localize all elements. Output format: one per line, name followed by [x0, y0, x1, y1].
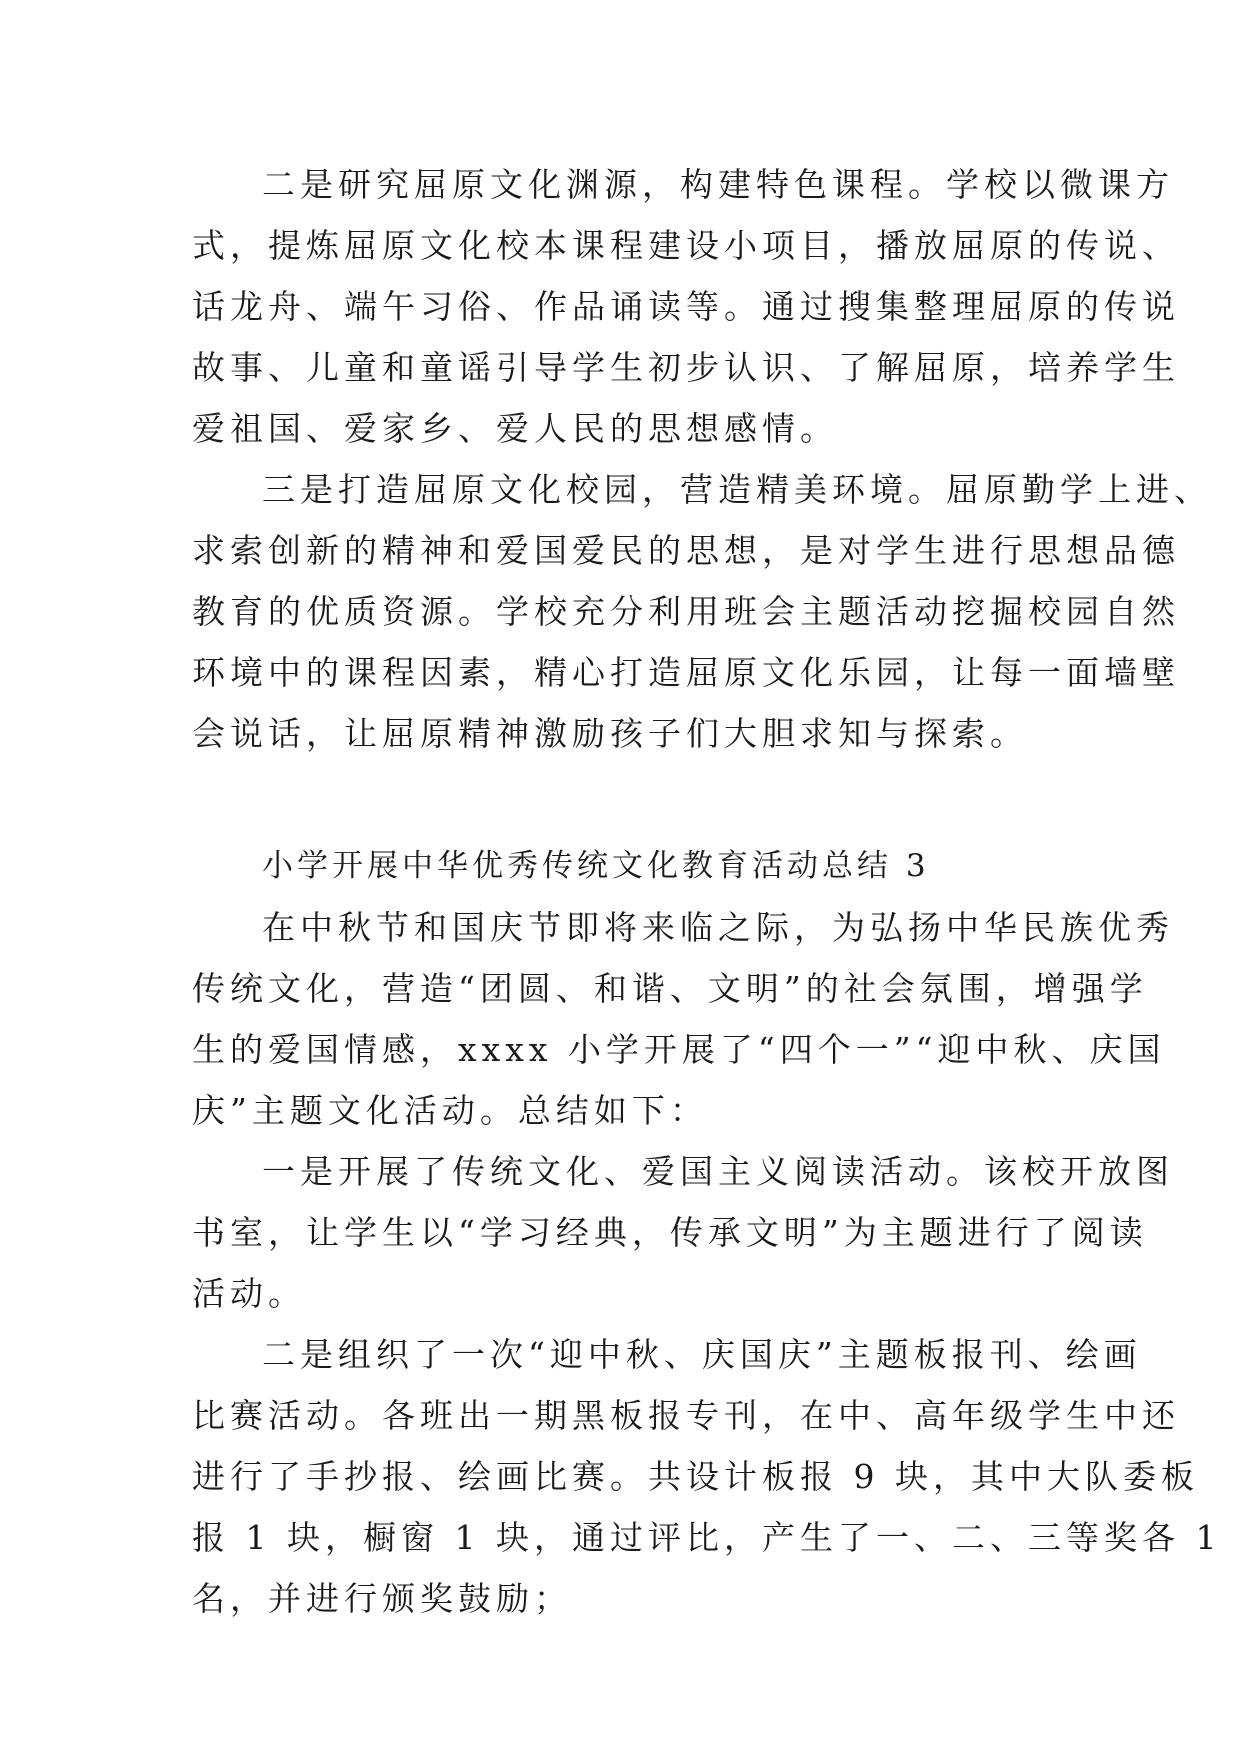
paragraph-line: 比赛活动。各班出一期黑板报专刊，在中、高年级学生中还	[192, 1396, 1180, 1435]
paragraph-line: 一是开展了传统文化、爱国主义阅读活动。该校开放图	[262, 1152, 1174, 1191]
paragraph-line: 环境中的课程因素，精心打造屈原文化乐园，让每一面墙壁	[192, 653, 1180, 692]
paragraph-line: 教育的优质资源。学校充分利用班会主题活动挖掘校园自然	[192, 592, 1180, 631]
section-title: 小学开展中华优秀传统文化教育活动总结 3	[262, 848, 930, 884]
paragraph-line: 生的爱国情感，xxxx 小学开展了“四个一”“迎中秋、庆国	[192, 1030, 1166, 1069]
paragraph-reading-activity	[192, 1141, 1174, 1324]
paragraph-line: 报 1 块，橱窗 1 块，通过评比，产生了一、二、三等奖各 1	[192, 1518, 1222, 1557]
paragraph-line: 式，提炼屈原文化校本课程建设小项目，播放屈原的传说、	[192, 226, 1180, 265]
paragraph-line: 传统文化，营造“团圆、和谐、文明”的社会氛围，增强学	[192, 969, 1148, 1008]
paragraph-line: 庆”主题文化活动。总结如下：	[192, 1091, 708, 1130]
paragraph-line: 二是研究屈原文化渊源，构建特色课程。学校以微课方	[262, 165, 1174, 204]
paragraph-line: 书室，让学生以“学习经典，传承文明”为主题进行了阅读	[192, 1213, 1148, 1252]
paragraph-campus-environment	[192, 459, 1212, 764]
paragraph-line: 活动。	[192, 1274, 306, 1313]
section-spacer	[192, 764, 1072, 836]
paragraph-line: 进行了手抄报、绘画比赛。共设计板报 9 块，其中大队委板	[192, 1457, 1199, 1496]
paragraph-line: 在中秋节和国庆节即将来临之际，为弘扬中华民族优秀	[262, 908, 1174, 947]
paragraph-line: 求索创新的精神和爱国爱民的思想，是对学生进行思想品德	[192, 531, 1180, 570]
document-body	[192, 154, 1222, 1629]
paragraph-line: 话龙舟、端午习俗、作品诵读等。通过搜集整理屈原的传说	[192, 287, 1180, 326]
paragraph-line: 三是打造屈原文化校园，营造精美环境。屈原勤学上进、	[262, 470, 1212, 509]
paragraph-research-curriculum	[192, 154, 1180, 459]
paragraph-line: 故事、儿童和童谣引导学生初步认识、了解屈原，培养学生	[192, 348, 1180, 387]
paragraph-line: 爱祖国、爱家乡、爱人民的思想感情。	[192, 409, 838, 448]
paragraph-line: 名，并进行颁奖鼓励；	[192, 1579, 572, 1618]
paragraph-blackboard-contest	[192, 1324, 1222, 1629]
paragraph-line: 会说话，让屈原精神激励孩子们大胆求知与探索。	[192, 714, 1028, 753]
paragraph-line: 二是组织了一次“迎中秋、庆国庆”主题板报刊、绘画	[262, 1335, 1142, 1374]
paragraph-intro	[192, 897, 1174, 1141]
